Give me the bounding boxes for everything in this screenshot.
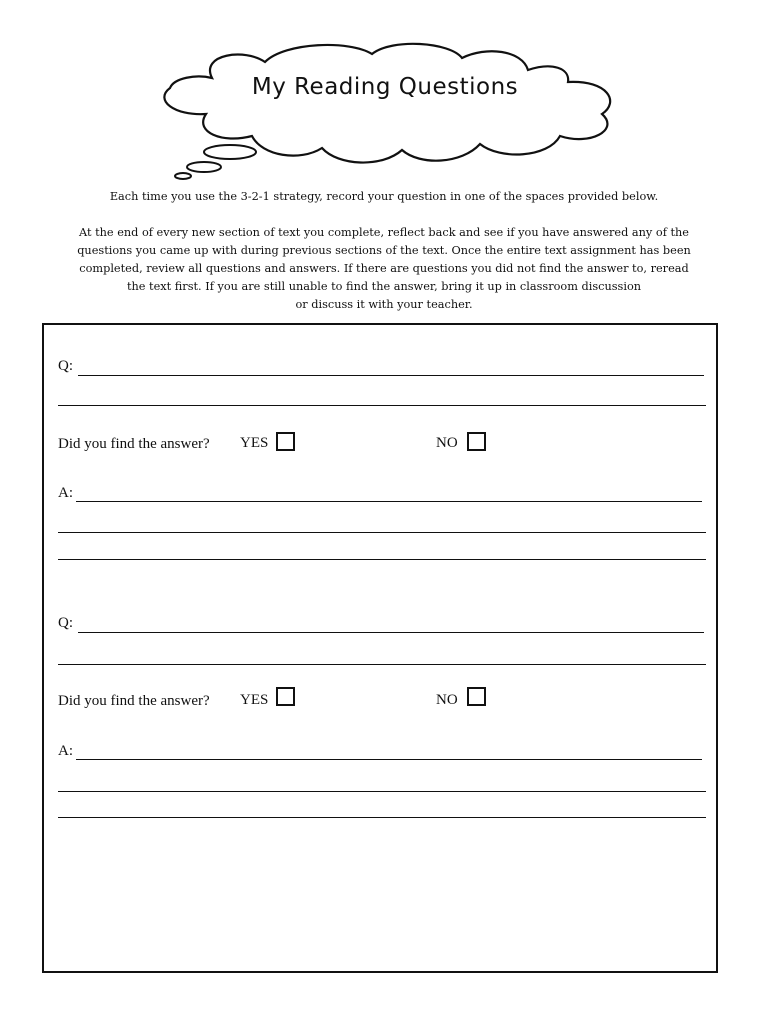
no-label: NO <box>436 692 458 708</box>
question-label: Q: <box>58 358 73 374</box>
question-line[interactable] <box>78 632 704 633</box>
yes-checkbox[interactable] <box>276 687 295 706</box>
answer-line[interactable] <box>76 759 702 760</box>
instruction-paragraph-line: questions you came up with during previous sections of the text. Once the entire text assignment has been <box>77 244 691 257</box>
yes-label: YES <box>240 435 269 451</box>
found-answer-prompt: Did you find the answer? <box>58 436 210 452</box>
question-line-2[interactable] <box>58 664 706 665</box>
instruction-paragraph <box>44 224 724 314</box>
question-label: Q: <box>58 615 73 631</box>
answer-line-2[interactable] <box>58 791 706 792</box>
no-checkbox[interactable] <box>467 432 486 451</box>
instruction-line: Each time you use the 3-2-1 strategy, record your question in one of the spaces provided below. <box>109 190 659 203</box>
instruction-paragraph-line: or discuss it with your teacher. <box>295 298 473 311</box>
yes-label: YES <box>240 692 269 708</box>
answer-label: A: <box>58 743 73 759</box>
instruction-paragraph-line: completed, review all questions and answers. If there are questions you did not find the answer to, reread <box>79 262 689 275</box>
answer-line[interactable] <box>76 501 702 502</box>
instruction-paragraph-line: At the end of every new section of text you complete, reflect back and see if you have answered any of the <box>79 226 689 239</box>
no-checkbox[interactable] <box>467 687 486 706</box>
answer-line-3[interactable] <box>58 559 706 560</box>
yes-checkbox[interactable] <box>276 432 295 451</box>
no-label: NO <box>436 435 458 451</box>
question-line[interactable] <box>78 375 704 376</box>
answer-label: A: <box>58 485 73 501</box>
page-title: My Reading Questions <box>251 74 519 100</box>
answer-line-2[interactable] <box>58 532 706 533</box>
thought-cloud <box>150 40 620 180</box>
question-form-box <box>42 323 718 973</box>
found-answer-prompt: Did you find the answer? <box>58 693 210 709</box>
question-line-2[interactable] <box>58 405 706 406</box>
instruction-paragraph-line: the text first. If you are still unable to find the answer, bring it up in classroom discussion <box>126 280 642 293</box>
answer-line-3[interactable] <box>58 817 706 818</box>
